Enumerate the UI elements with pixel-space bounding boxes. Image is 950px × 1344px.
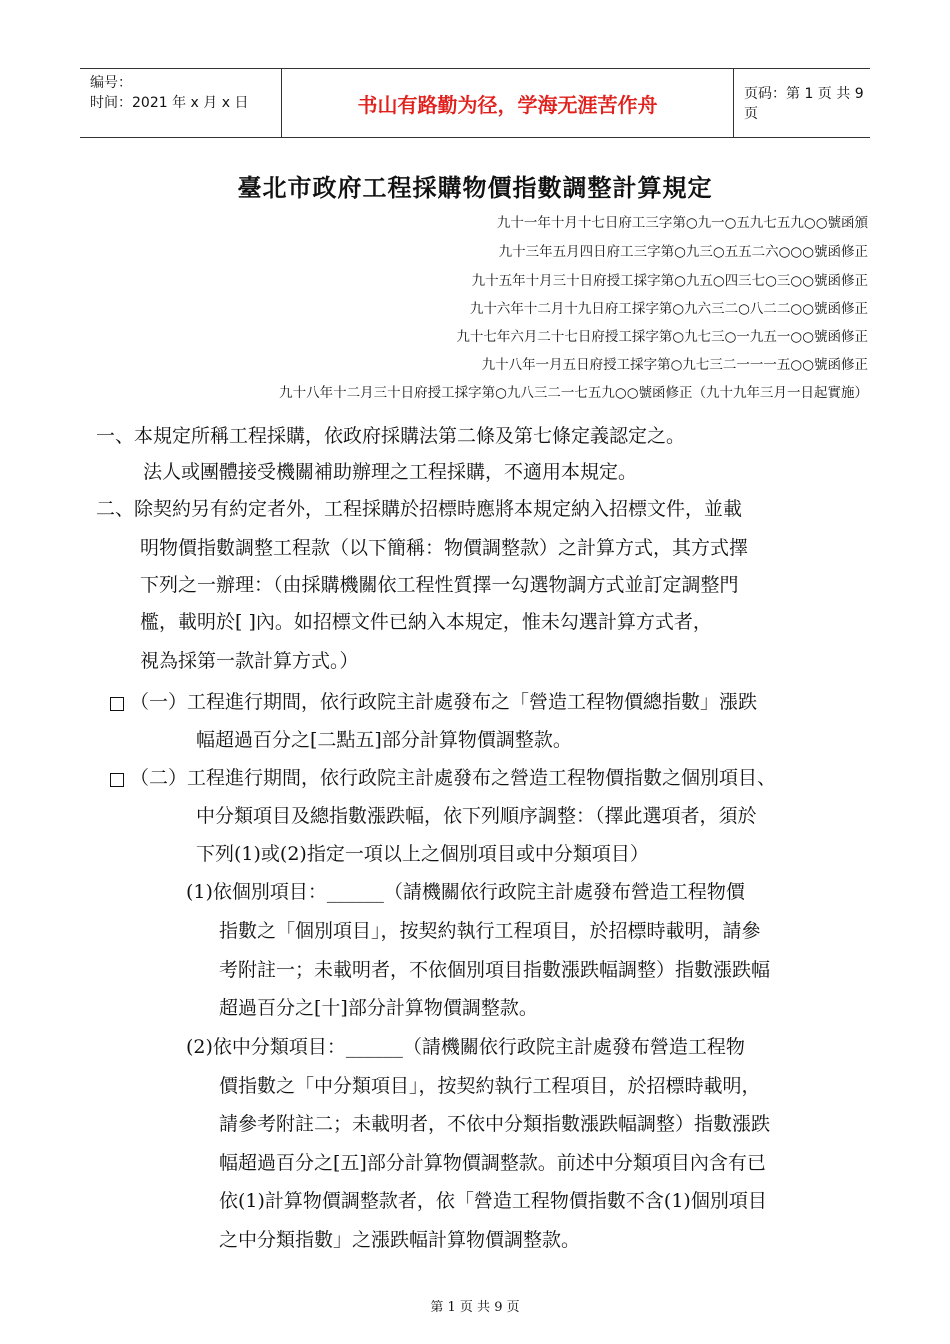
amendment-line: 九十五年十月三十日府授工採字第○九五○四三七○三○○號函修正 xyxy=(471,273,868,289)
option-2-checkbox[interactable] xyxy=(110,773,124,787)
sub-item-1-line: 考附註一；未載明者，不依個別項目指數漲跌幅調整）指數漲跌幅 xyxy=(219,959,771,981)
amendment-line: 九十一年十月十七日府工三字第○九一○五九七五九○○號函頒 xyxy=(496,215,868,231)
sub-item-1-line: 超過百分之[十]部分計算物價調整款。 xyxy=(219,997,538,1019)
header-meta-cell xyxy=(80,69,282,137)
header-table xyxy=(80,68,870,138)
amendment-line: 九十六年十二月十九日府工採字第○九六三二○八二二○○號函修正 xyxy=(469,301,868,317)
option-2-line: （二）工程進行期間，依行政院主計處發布之營造工程物價指數之個別項目、 xyxy=(130,767,777,789)
option-2-line: 下列(1)或(2)指定一項以上之個別項目或中分類項目） xyxy=(196,843,649,865)
article-2-line: 視為採第一款計算方式。） xyxy=(140,650,359,672)
option-2-line: 中分類項目及總指數漲跌幅，依下列順序調整：（擇此選項者，須於 xyxy=(196,805,757,827)
sub-item-2-line: 請參考附註二；未載明者，不依中分類指數漲跌幅調整）指數漲跌 xyxy=(219,1113,771,1135)
sub-item-2-line: 依(1)計算物價調整款者，依「營造工程物價指數不含(1)個別項目 xyxy=(219,1190,767,1212)
header-page-label: 页码：第 1 页 共 9 页 xyxy=(744,86,864,122)
document-title: 臺北市政府工程採購物價指數調整計算規定 xyxy=(237,173,713,202)
amendment-line: 九十七年六月二十七日府授工採字第○九七三○一九五一○○號函修正 xyxy=(456,329,868,345)
document-number-label: 编号： xyxy=(90,75,132,91)
sub-item-2-line: 幅超過百分之[五]部分計算物價調整款。前述中分類項目內含有已 xyxy=(219,1152,766,1174)
amendment-line: 九十八年一月五日府授工採字第○九七三二一一一五○○號函修正 xyxy=(481,357,868,373)
amendment-line: 九十八年十二月三十日府授工採字第○九八三二一七五九○○號函修正（九十九年三月一日起實施） xyxy=(279,385,868,401)
sub-item-2-line: (2)依中分類項目：______（請機關依行政院主計處發布營造工程物 xyxy=(186,1036,745,1058)
article-2-line: 明物價指數調整工程款（以下簡稱：物價調整款）之計算方式，其方式擇 xyxy=(140,537,749,559)
option-1-checkbox[interactable] xyxy=(110,697,124,711)
sub-item-2-line: 價指數之「中分類項目」，按契約執行工程項目，於招標時載明， xyxy=(219,1075,761,1097)
sub-item-2-line: 之中分類指數」之漲跌幅計算物價調整款。 xyxy=(219,1229,581,1251)
amendment-line: 九十三年五月四日府工三字第○九三○五五二六○○○號函修正 xyxy=(498,244,868,260)
option-1-line: （一）工程進行期間，依行政院主計處發布之「營造工程物價總指數」漲跌 xyxy=(130,691,758,713)
document-date-label: 时间：2021 年 x 月 x 日 xyxy=(90,95,249,111)
article-2-line: 下列之一辦理：（由採購機關依工程性質擇一勾選物調方式並訂定調整門 xyxy=(140,574,739,596)
option-1-line: 幅超過百分之[二點五]部分計算物價調整款。 xyxy=(196,729,572,751)
sub-item-1-line: 指數之「個別項目」，按契約執行工程項目，於招標時載明，請參 xyxy=(219,920,761,942)
page-footer: 第 1 页 共 9 页 xyxy=(430,1300,520,1315)
article-2-line: 二、除契約另有約定者外，工程採購於招標時應將本規定納入招標文件，並載 xyxy=(96,498,743,520)
sub-item-1-line: (1)依個別項目：______（請機關依行政院主計處發布營造工程物價 xyxy=(186,881,745,903)
article-1-line: 法人或團體接受機關補助辦理之工程採購，不適用本規定。 xyxy=(143,461,638,483)
article-1-line: 一、本規定所稱工程採購，依政府採購法第二條及第七條定義認定之。 xyxy=(96,425,686,447)
header-motto: 书山有路勤为径，学海无涯苦作舟 xyxy=(282,69,734,137)
article-2-line: 檻，載明於[ ]內。如招標文件已納入本規定，惟未勾選計算方式者， xyxy=(140,611,712,633)
